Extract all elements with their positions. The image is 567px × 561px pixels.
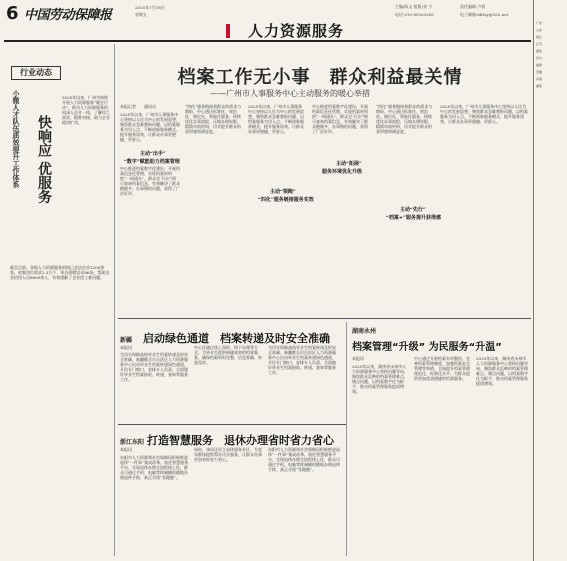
lead-body-col1: 2025年以来，广州市人事服务中心坚持以人民为中心的发展思想，聚焦群众急难愁盼问题，以档案服务为切入点，不断创新服务模式，提升服务质效，让群众办事更便捷、更舒心。 [120, 112, 180, 142]
right-strip-item: 湖南 [536, 84, 543, 88]
lead-subhead-1: 主动“出手” [140, 151, 166, 157]
xinjiang-body-col2: 中心还通过线上预约、线下办理等方式，为毕业生提供便捷高效的档案服务，确保档案材料完整、信息准确、转递及时。 [194, 345, 262, 365]
lead-body-col1b: 中心推进档案数字化建设，开展档案信息化管理，实现档案材料的“一网通办”，群众足不出户即可查询档案信息，有效解决了群众跑腿多、办事慢的问题，获得了广泛好评。 [120, 166, 180, 196]
lead-body-col4: 中心推进档案数字化建设，开展档案信息化管理，实现档案材料的“一网通办”，群众足不出户即可查询档案信息，有效解决了群众跑腿多、办事慢的问题，获得了广泛好评。 [312, 104, 369, 134]
xinjiang-headline: 启动绿色通道 档案转递及时安全准确 [143, 332, 330, 345]
xinjiang-byline: 本报讯 [120, 345, 132, 350]
lead-body-col2: “四化”服务链接着群众的需求与期盼，中心通过标准化、规范化、便民化、智能化服务，持续优化办事流程，压缩办理时限，精简申请材料，切实提升群众的获得感和满意度。 [185, 104, 242, 134]
xinjiang-body-col3: 为切实保障高校毕业生档案转递及时安全准确，新疆维吾尔自治区人力资源服务中心启动毕业生档案转递绿色通道，开设专门窗口，安排专人负责，全面做好毕业生档案接收、转递、查询等服务工作。 [268, 345, 336, 375]
yongzhou-body-col3: 2025年以来，湖南省永州市人力资源服务中心坚持问题导向，聚焦群众反映的档案管理难点、堵点问题，以档案数字化为抓手，推动档案管理服务提质增效。 [476, 356, 528, 386]
dongyang-body-col3: 东阳市人力资源和社会保障局积极推进退休“一件事”集成改革，依托智慧服务平台，实现退休办理全流程线上化，群众可通过手机、电脑等终端随时随地办理退休手续，真正实现“零跑腿”。 [268, 447, 340, 472]
lead-body-col5: “四化”服务链接着群众的需求与期盼，中心通过标准化、规范化、便民化、智能化服务，持续优化办事流程，压缩办理时限，精简申请材料，切实提升群众的获得感和满意度。 [376, 104, 433, 134]
lead-body-col6: 2025年以来，广州市人事服务中心坚持以人民为中心的发展思想，聚焦群众急难愁盼问题，以档案服务为切入点，不断创新服务模式，提升服务质效，让群众办事更便捷、更舒心。 [440, 104, 528, 124]
right-story-divider [346, 322, 347, 556]
right-strip-item: 福建 [536, 63, 543, 67]
lead-byline: 本报记者 通讯员 [120, 104, 156, 109]
right-strip-item: 湖北 [536, 49, 543, 53]
yongzhou-body-col1: 2025年以来，湖南省永州市人力资源服务中心坚持问题导向，聚焦群众反映的档案管理难点、堵点问题，以档案数字化为抓手，推动档案管理服务提质增效。 [352, 364, 408, 394]
phone-line: 电话:010-85503385 [395, 12, 434, 17]
right-strip-item: 山东 [536, 28, 543, 32]
right-strip-item: 四川 [536, 56, 543, 60]
right-strip [536, 20, 566, 90]
left-body-top: 2025年以来，广州市持续开展人力资源服务“暖企行动”，推动人力资源服务机构深入企业一线，了解用工需求，精准对接，助力企业稳岗扩岗。 [62, 95, 110, 125]
lead-subheadline: ——广州市人事服务中心主动服务的暖心举措 [210, 89, 370, 98]
yongzhou-headline: 档案管理“升级” 为民服务“升温” [352, 342, 502, 353]
editor-line: 主编/陈文 组版/张 宁 [395, 4, 433, 9]
lead-subhead-8: “档案+”服务提升获得感 [386, 215, 441, 221]
xinjiang-body-col1: 为切实保障高校毕业生档案转递及时安全准确，新疆维吾尔自治区人力资源服务中心启动毕业生档案转递绿色通道，开设专门窗口，安排专人负责，全面做好毕业生档案接收、转递、查询等服务工作。 [120, 352, 188, 382]
lead-subhead-4: “四化”服务链接服务实效 [258, 197, 314, 203]
dongyang-region-tag: 浙江东阳 [120, 439, 145, 446]
industry-news-tag: 行业动态 [11, 66, 61, 80]
lead-subhead-3: 主动“领跑” [270, 189, 296, 195]
lead-subhead-5: 主动“拓展” [336, 161, 362, 167]
right-strip-divider [533, 0, 534, 561]
right-strip-item: 河南 [536, 77, 543, 81]
lead-subhead-6: 服务环境优化升级 [322, 169, 363, 175]
section-title: 人力资源服务 [248, 22, 345, 40]
section-accent-bar [226, 24, 230, 38]
date-line: 2025年7月18日 [135, 5, 165, 10]
dongyang-headline: 打造智慧服务 退休办理省时省力省心 [147, 434, 334, 447]
page-number: 6 [6, 3, 19, 24]
mid-rule [118, 424, 346, 425]
left-vertical-subheadline: 小微人才队伍质效提升工作体系 [12, 90, 21, 188]
masthead-rule [4, 40, 531, 42]
dongyang-body-col2: 同时，该局还设立退休服务专区，为老年群体提供帮办代办服务，让群众办事更加省时省力省心。 [194, 447, 262, 462]
dongyang-byline: 本报讯 [120, 447, 132, 452]
yongzhou-region-tag: 湖南永州 [352, 328, 377, 335]
xinjiang-region-tag: 新疆 [120, 337, 133, 344]
yongzhou-body-col2: 中心通过开展档案专项整治、完善档案管理制度、加强档案安全管理等举措，全面提升档案管理规范化、标准化水平，为群众提供更加优质便捷的档案服务。 [414, 356, 470, 381]
left-body-bottom: 截至目前，各级人力资源服务机构已走访企业1200余家，收集岗位需求2.3万个，举办招聘活动86场，帮助企业招用人员8600余人，有效缓解了企业招工难问题。 [10, 265, 110, 280]
dongyang-body-col1: 东阳市人力资源和社会保障局积极推进退休“一件事”集成改革，依托智慧服务平台，实现退休办理全流程线上化，群众可通过手机、电脑等终端随时随地办理退休手续，真正实现“零跑腿”。 [120, 455, 189, 480]
lead-bottom-rule [118, 318, 531, 319]
lead-headline: 档案工作无小事 群众利益最关情 [177, 67, 463, 88]
issue-line: 星期五 [135, 12, 147, 17]
lead-subhead-7: 主动“先行” [400, 207, 426, 213]
email-line: 电子邮箱:ldrlzy@263.net [460, 12, 509, 17]
newspaper-name: 中国劳动保障报 [24, 8, 112, 23]
proof-line: 责任编辑 卢晨 [460, 4, 486, 9]
left-vertical-headline: 快响应 优服务 [36, 115, 52, 204]
yongzhou-byline: 本报讯 [352, 356, 364, 361]
left-column-divider [114, 44, 115, 556]
lead-subhead-2: “数字”赋能助力档案管理 [124, 159, 180, 165]
right-strip-item: 安徽 [536, 70, 543, 74]
right-strip-item: 浙江 [536, 35, 543, 39]
right-strip-item: 江苏 [536, 42, 543, 46]
right-strip-item: 广东 [536, 21, 543, 25]
lead-body-col3: 2025年以来，广州市人事服务中心坚持以人民为中心的发展思想，聚焦群众急难愁盼问题，以档案服务为切入点，不断创新服务模式，提升服务质效，让群众办事更便捷、更舒心。 [248, 104, 304, 134]
